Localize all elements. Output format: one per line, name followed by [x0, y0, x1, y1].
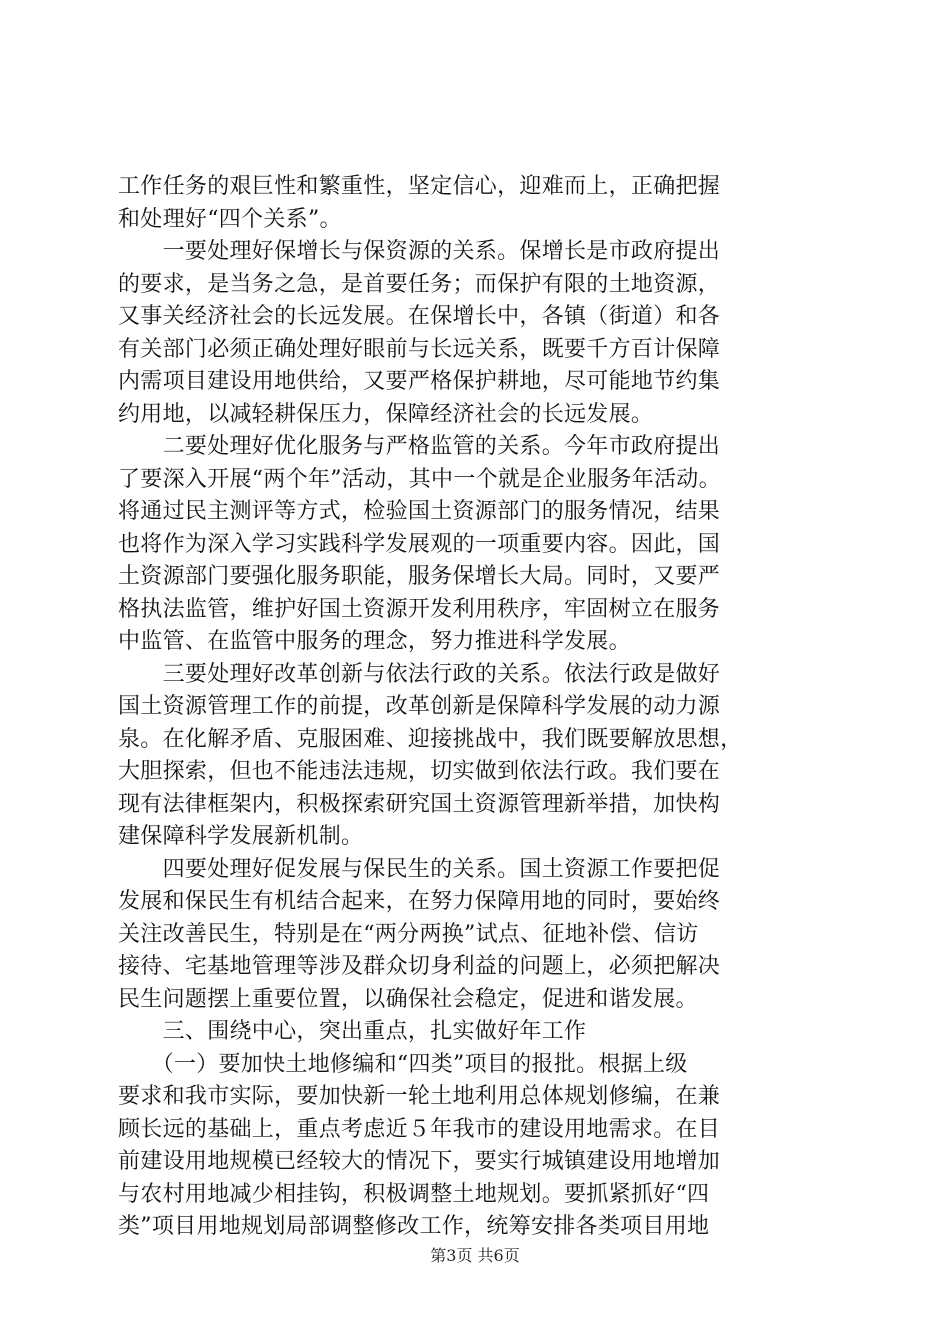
text-line: 建保障科学发展新机制。 [118, 824, 364, 849]
text-line: 了要深入开展“两个年”活动，其中一个就是企业服务年活动。 [118, 466, 721, 492]
text-line: 将通过民主测评等方式，检验国土资源部门的服务情况，结果 [118, 499, 721, 524]
text-line: 泉。在化解矛盾、克服困难、迎接挑战中，我们既要解放思想， [118, 726, 743, 752]
text-line: 也将作为深入学习实践科学发展观的一项重要内容。因此，国 [118, 531, 721, 557]
text-line: 的要求，是当务之急，是首要任务；而保护有限的土地资源， [118, 271, 721, 297]
text-line: 发展和保民生有机结合起来，在努力保障用地的同时，要始终 [118, 889, 721, 914]
text-line: 一要处理好保增长与保资源的关系。保增长是市政府提出 [118, 239, 721, 264]
text-line: 约用地，以减轻耕保压力，保障经济社会的长远发展。 [118, 401, 654, 427]
text-line: （一）要加快土地修编和“四类”项目的报批。根据上级 [118, 1051, 688, 1077]
text-line: 顾长远的基础上，重点考虑近５年我市的建设用地需求。在目 [118, 1116, 721, 1142]
text-line: 中监管、在监管中服务的理念，努力推进科学发展。 [118, 629, 631, 654]
text-line: 和处理好“四个关系”。 [118, 206, 342, 232]
text-line: 接待、宅基地管理等涉及群众切身利益的问题上，必须把解决 [118, 954, 721, 979]
text-line: 内需项目建设用地供给，又要严格保护耕地，尽可能地节约集 [118, 369, 721, 394]
text-line: 类”项目用地规划局部调整修改工作，统筹安排各类项目用地 [118, 1214, 710, 1239]
text-line: 三要处理好改革创新与依法行政的关系。依法行政是做好 [118, 661, 721, 687]
text-line: 关注改善民生，特别是在“两分两换”试点、征地补偿、信访 [118, 921, 699, 947]
text-line: 大胆探索，但也不能违法违规，切实做到依法行政。我们要在 [118, 759, 721, 784]
text-line: 二要处理好优化服务与严格监管的关系。今年市政府提出 [118, 434, 721, 459]
document-body [118, 171, 838, 1244]
text-line: 三、围绕中心，突出重点，扎实做好年工作 [118, 1019, 587, 1044]
page-footer [0, 1243, 950, 1266]
text-line: 又事关经济社会的长远发展。在保增长中，各镇（街道）和各 [118, 304, 721, 329]
text-line: 与农村用地减少相挂钩，积极调整土地规划。要抓紧抓好“四 [118, 1181, 710, 1207]
text-line: 土资源部门要强化服务职能，服务保增长大局。同时，又要严 [118, 564, 721, 589]
text-line: 要求和我市实际，要加快新一轮土地利用总体规划修编，在兼 [118, 1084, 721, 1109]
text-line: 有关部门必须正确处理好眼前与长远关系，既要千方百计保障 [118, 336, 721, 362]
text-line: 民生问题摆上重要位置，以确保社会稳定，促进和谐发展。 [118, 986, 698, 1012]
text-line: 前建设用地规模已经较大的情况下，要实行城镇建设用地增加 [118, 1149, 721, 1174]
text-line: 国土资源管理工作的前提，改革创新是保障科学发展的动力源 [118, 694, 721, 719]
text-line: 四要处理好促发展与保民生的关系。国土资源工作要把促 [118, 856, 721, 882]
text-line: 现有法律框架内，积极探索研究国土资源管理新举措，加快构 [118, 791, 721, 817]
text-line: 工作任务的艰巨性和繁重性，坚定信心，迎难而上，正确把握 [118, 174, 721, 199]
text-line: 格执法监管，维护好国土资源开发利用秩序，牢固树立在服务 [118, 596, 721, 622]
page-number-label: 第3页 共6页 [430, 1246, 520, 1265]
